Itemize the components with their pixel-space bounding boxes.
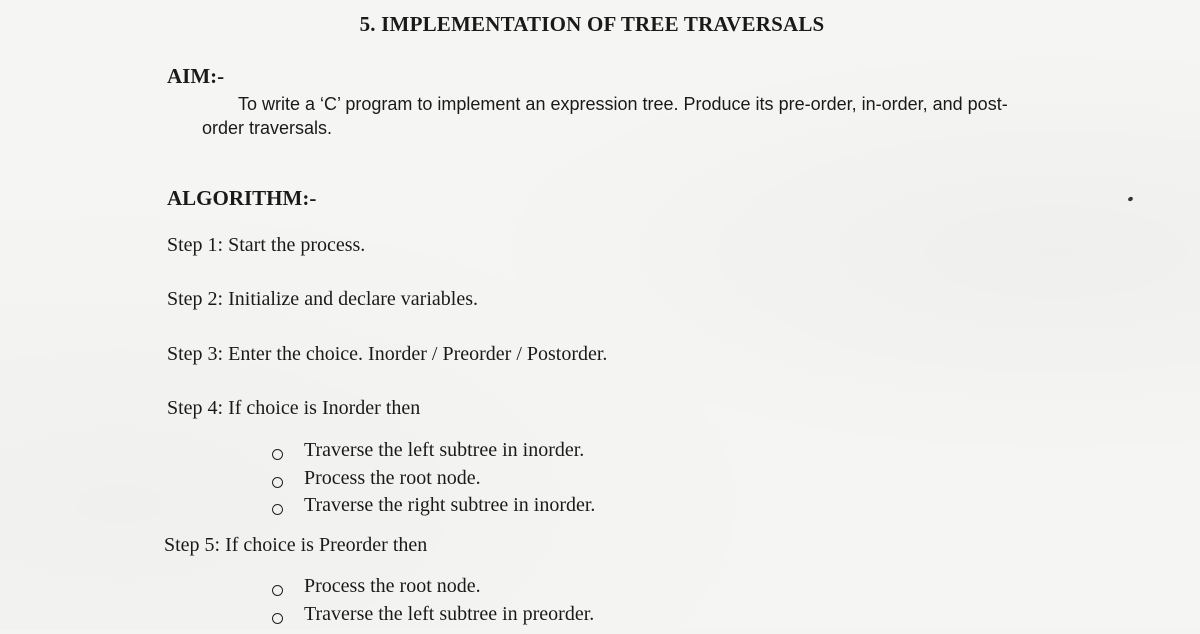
algorithm-heading: ALGORITHM:- [167,186,317,210]
step-4: Step 4: If choice is Inorder then [167,397,421,419]
substep-text: Traverse the right subtree in inorder. [304,494,596,516]
hollow-bullet-icon [272,449,283,460]
step-2: Step 2: Initialize and declare variables. [167,288,478,310]
hollow-bullet-icon [272,504,283,515]
hollow-bullet-icon [272,477,283,488]
substep-text: Process the root node. [304,575,481,597]
step-1: Step 1: Start the process. [167,234,366,256]
step-5: Step 5: If choice is Preorder then [164,534,428,556]
hollow-bullet-icon [272,585,283,596]
substep-text: Traverse the left subtree in preorder. [304,602,595,625]
aim-text: To write a ‘C’ program to implement an expression tree. Produce its pre-order, in-order, and post-order traversals. [202,94,1008,138]
scan-speck [1127,196,1133,202]
page-title: 5. IMPLEMENTATION OF TREE TRAVERSALS [359,12,825,36]
step-3: Step 3: Enter the choice. Inorder / Preorder / Postorder. [167,343,608,365]
substep-text: Traverse the left subtree in inorder. [304,439,585,461]
substep-text: Process the root node. [304,466,481,489]
hollow-bullet-icon [272,613,283,624]
aim-heading: AIM:- [167,64,225,88]
